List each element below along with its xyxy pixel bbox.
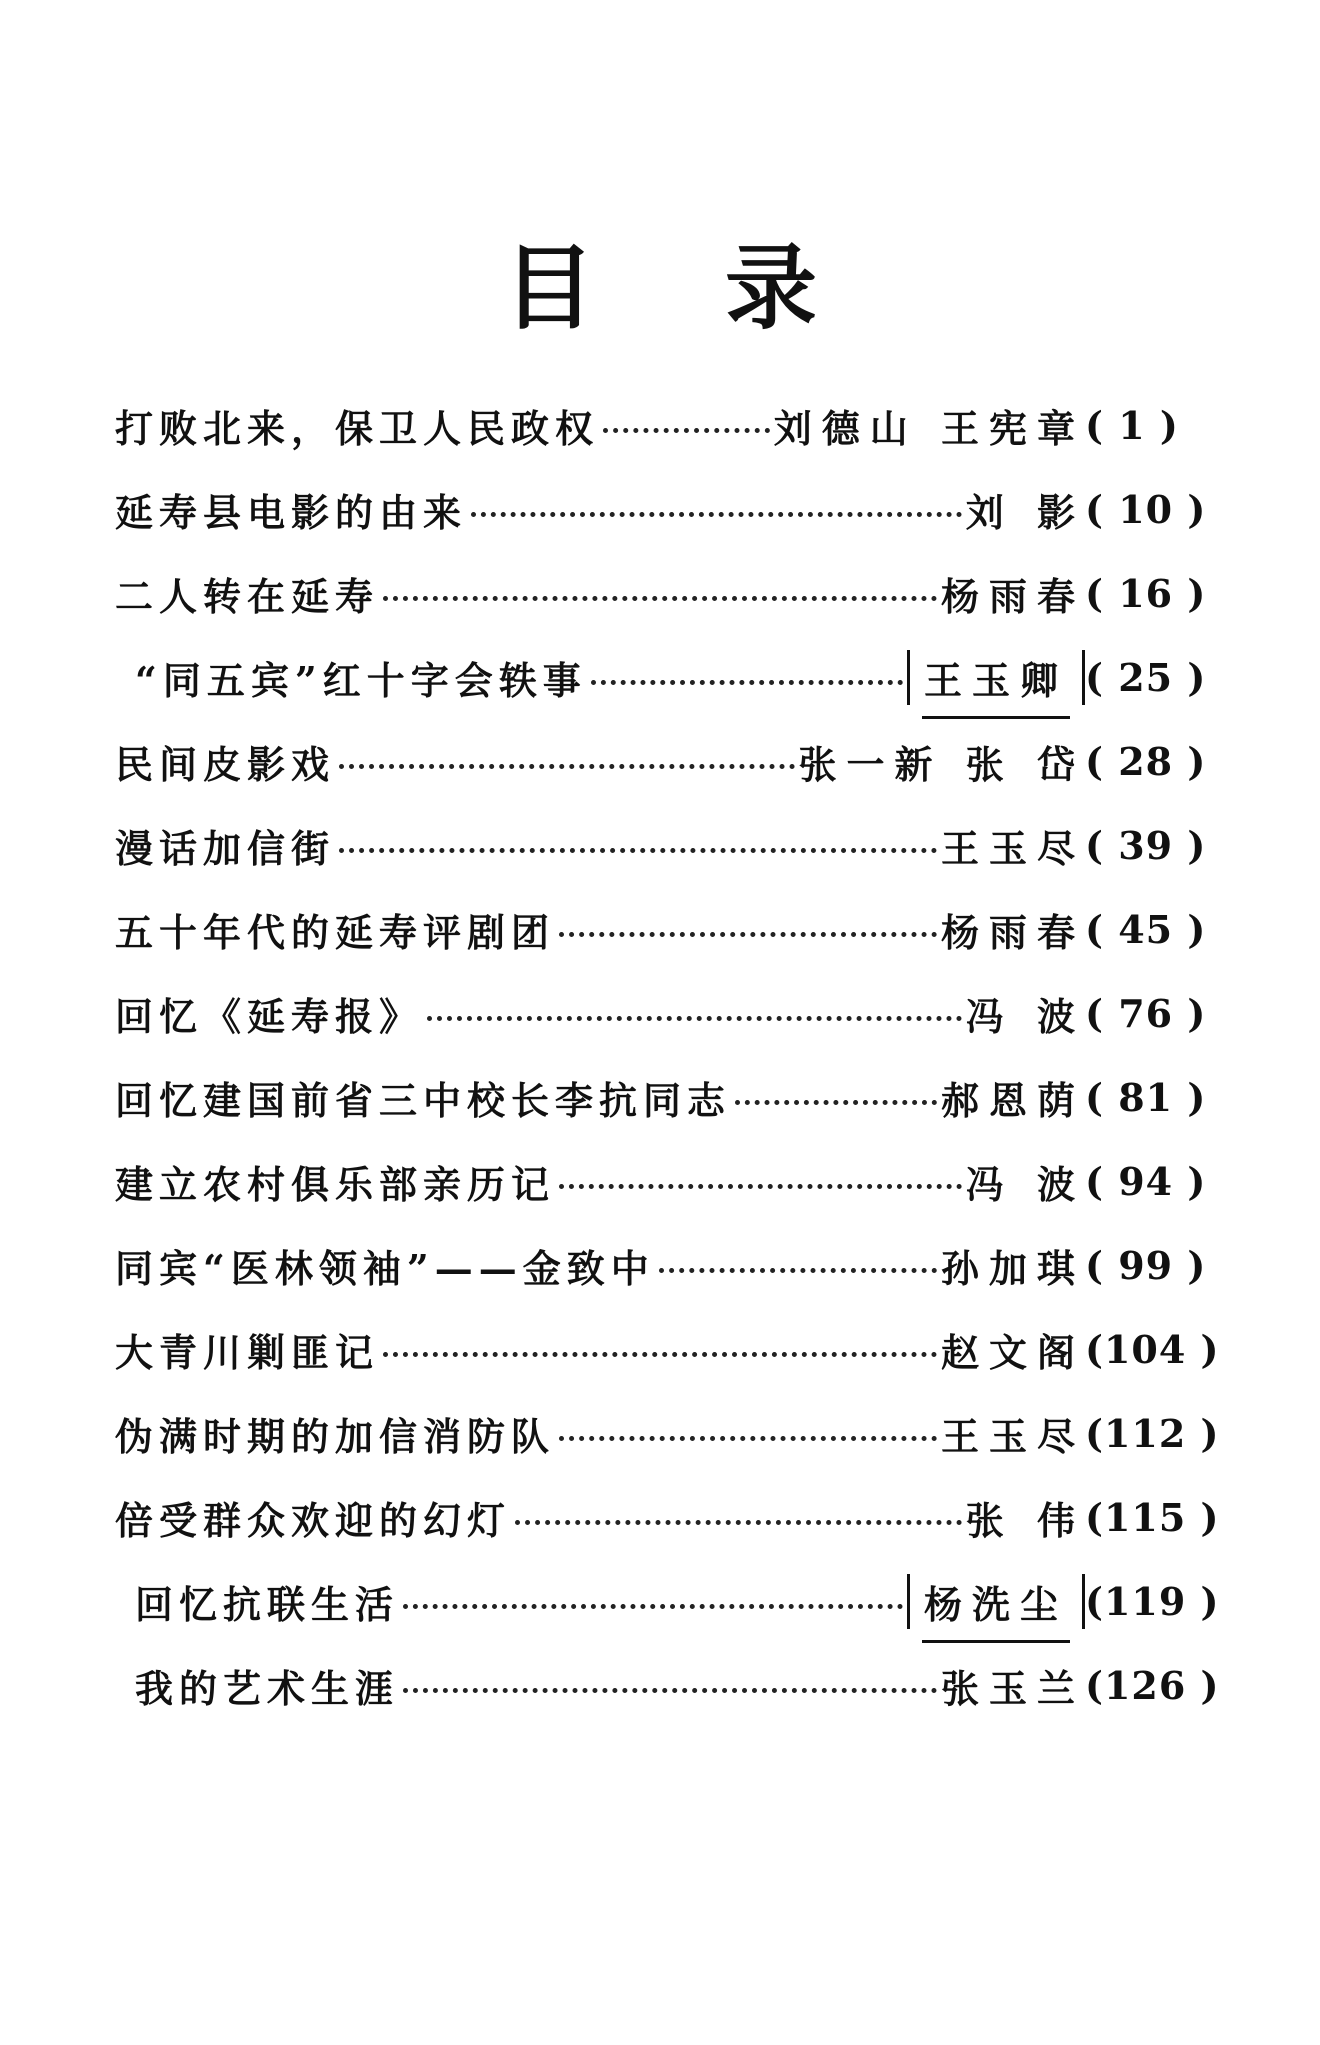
entry-author: 张玉兰 [940,1665,1085,1711]
entry-title: “同五宾”红十字会轶事 [135,657,587,703]
toc-entry[interactable] [115,635,1205,719]
entry-page: ( 99 ) [1085,1242,1207,1288]
toc-entry[interactable] [115,719,1205,803]
entry-page: ( 1 ) [1085,402,1179,448]
entry-page: (104 ) [1085,1326,1220,1372]
toc-entry[interactable] [115,971,1205,1055]
dot-leader [471,490,962,528]
entry-page: ( 45 ) [1085,906,1207,952]
dot-leader [559,1162,962,1200]
entry-author: 张 伟 [965,1497,1085,1543]
entry-author: 郝恩荫 [940,1077,1085,1123]
toc-entry[interactable] [115,887,1205,971]
entry-author: 赵文阁 [940,1329,1085,1375]
dot-leader [559,1414,937,1452]
entry-title: 回忆建国前省三中校长李抗同志 [115,1077,732,1123]
entry-author: 孙加琪 [940,1245,1085,1291]
entry-title: 五十年代的延寿评剧团 [115,909,556,955]
title-char-1: 目 [502,234,595,342]
entry-page: ( 25 ) [1085,654,1207,700]
dot-leader [427,994,962,1032]
entry-author: 杨洗尘 [907,1574,1085,1629]
toc-entry[interactable] [115,1391,1220,1475]
entry-author: 冯 波 [965,1161,1085,1207]
entry-author: 王玉卿 [907,650,1085,705]
toc-entry[interactable] [115,1475,1220,1559]
toc-entry[interactable] [115,1055,1205,1139]
entry-title: 延寿县电影的由来 [115,489,468,535]
entry-author: 王玉尽 [940,825,1085,871]
dot-leader [735,1078,937,1116]
entry-author: 刘德山 王宪章 [773,405,1085,451]
entry-page: ( 16 ) [1085,570,1207,616]
dot-leader [339,742,795,780]
entry-title: 回忆《延寿报》 [115,993,424,1039]
dot-leader [559,910,937,948]
entry-title: 建立农村俱乐部亲历记 [115,1161,556,1207]
entry-title: 二人转在延寿 [115,573,380,619]
entry-author: 冯 波 [965,993,1085,1039]
entry-title: 同宾“医林领袖”——金致中 [115,1245,655,1291]
toc-entry[interactable] [115,551,1205,635]
entry-author: 王玉尽 [940,1413,1085,1459]
title-char-2: 录 [725,234,818,342]
entry-page: ( 94 ) [1085,1158,1207,1204]
toc-entry[interactable] [115,383,1205,467]
dot-leader [603,406,770,444]
toc-entry[interactable] [115,1223,1205,1307]
entry-title: 民间皮影戏 [115,741,336,787]
entry-title: 大青川剿匪记 [115,1329,380,1375]
entry-author: 杨雨春 [940,573,1085,619]
toc-entry[interactable] [115,803,1205,887]
entry-title: 我的艺术生涯 [135,1665,400,1711]
toc-entry[interactable] [115,1559,1220,1643]
dot-leader [383,574,937,612]
entry-title: 倍受群众欢迎的幻灯 [115,1497,512,1543]
dot-leader [403,1582,903,1620]
page-title [0,215,1320,347]
toc-entry[interactable] [115,1307,1220,1391]
toc-entry[interactable] [115,467,1205,551]
entry-page: (126 ) [1085,1662,1220,1708]
toc-entry[interactable] [115,1643,1220,1727]
entry-page: ( 28 ) [1085,738,1207,784]
dot-leader [383,1330,937,1368]
entry-author: 杨雨春 [940,909,1085,955]
entry-page: ( 81 ) [1085,1074,1207,1120]
entry-title: 回忆抗联生活 [135,1581,400,1627]
entry-author: 张一新 张 岱 [798,741,1085,787]
toc-entry[interactable] [115,1139,1205,1223]
dot-leader [659,1246,937,1284]
dot-leader [515,1498,962,1536]
entry-title: 漫话加信街 [115,825,336,871]
dot-leader [591,658,903,696]
entry-page: (115 ) [1085,1494,1220,1540]
dot-leader [339,826,937,864]
entry-page: ( 39 ) [1085,822,1207,868]
entry-page: (119 ) [1085,1578,1220,1624]
dot-leader [403,1666,937,1704]
entry-title: 伪满时期的加信消防队 [115,1413,556,1459]
table-of-contents [115,383,1220,1727]
entry-author: 刘 影 [965,489,1085,535]
entry-page: ( 10 ) [1085,486,1207,532]
entry-title: 打败北来，保卫人民政权 [115,405,600,451]
entry-page: ( 76 ) [1085,990,1207,1036]
entry-page: (112 ) [1085,1410,1220,1456]
